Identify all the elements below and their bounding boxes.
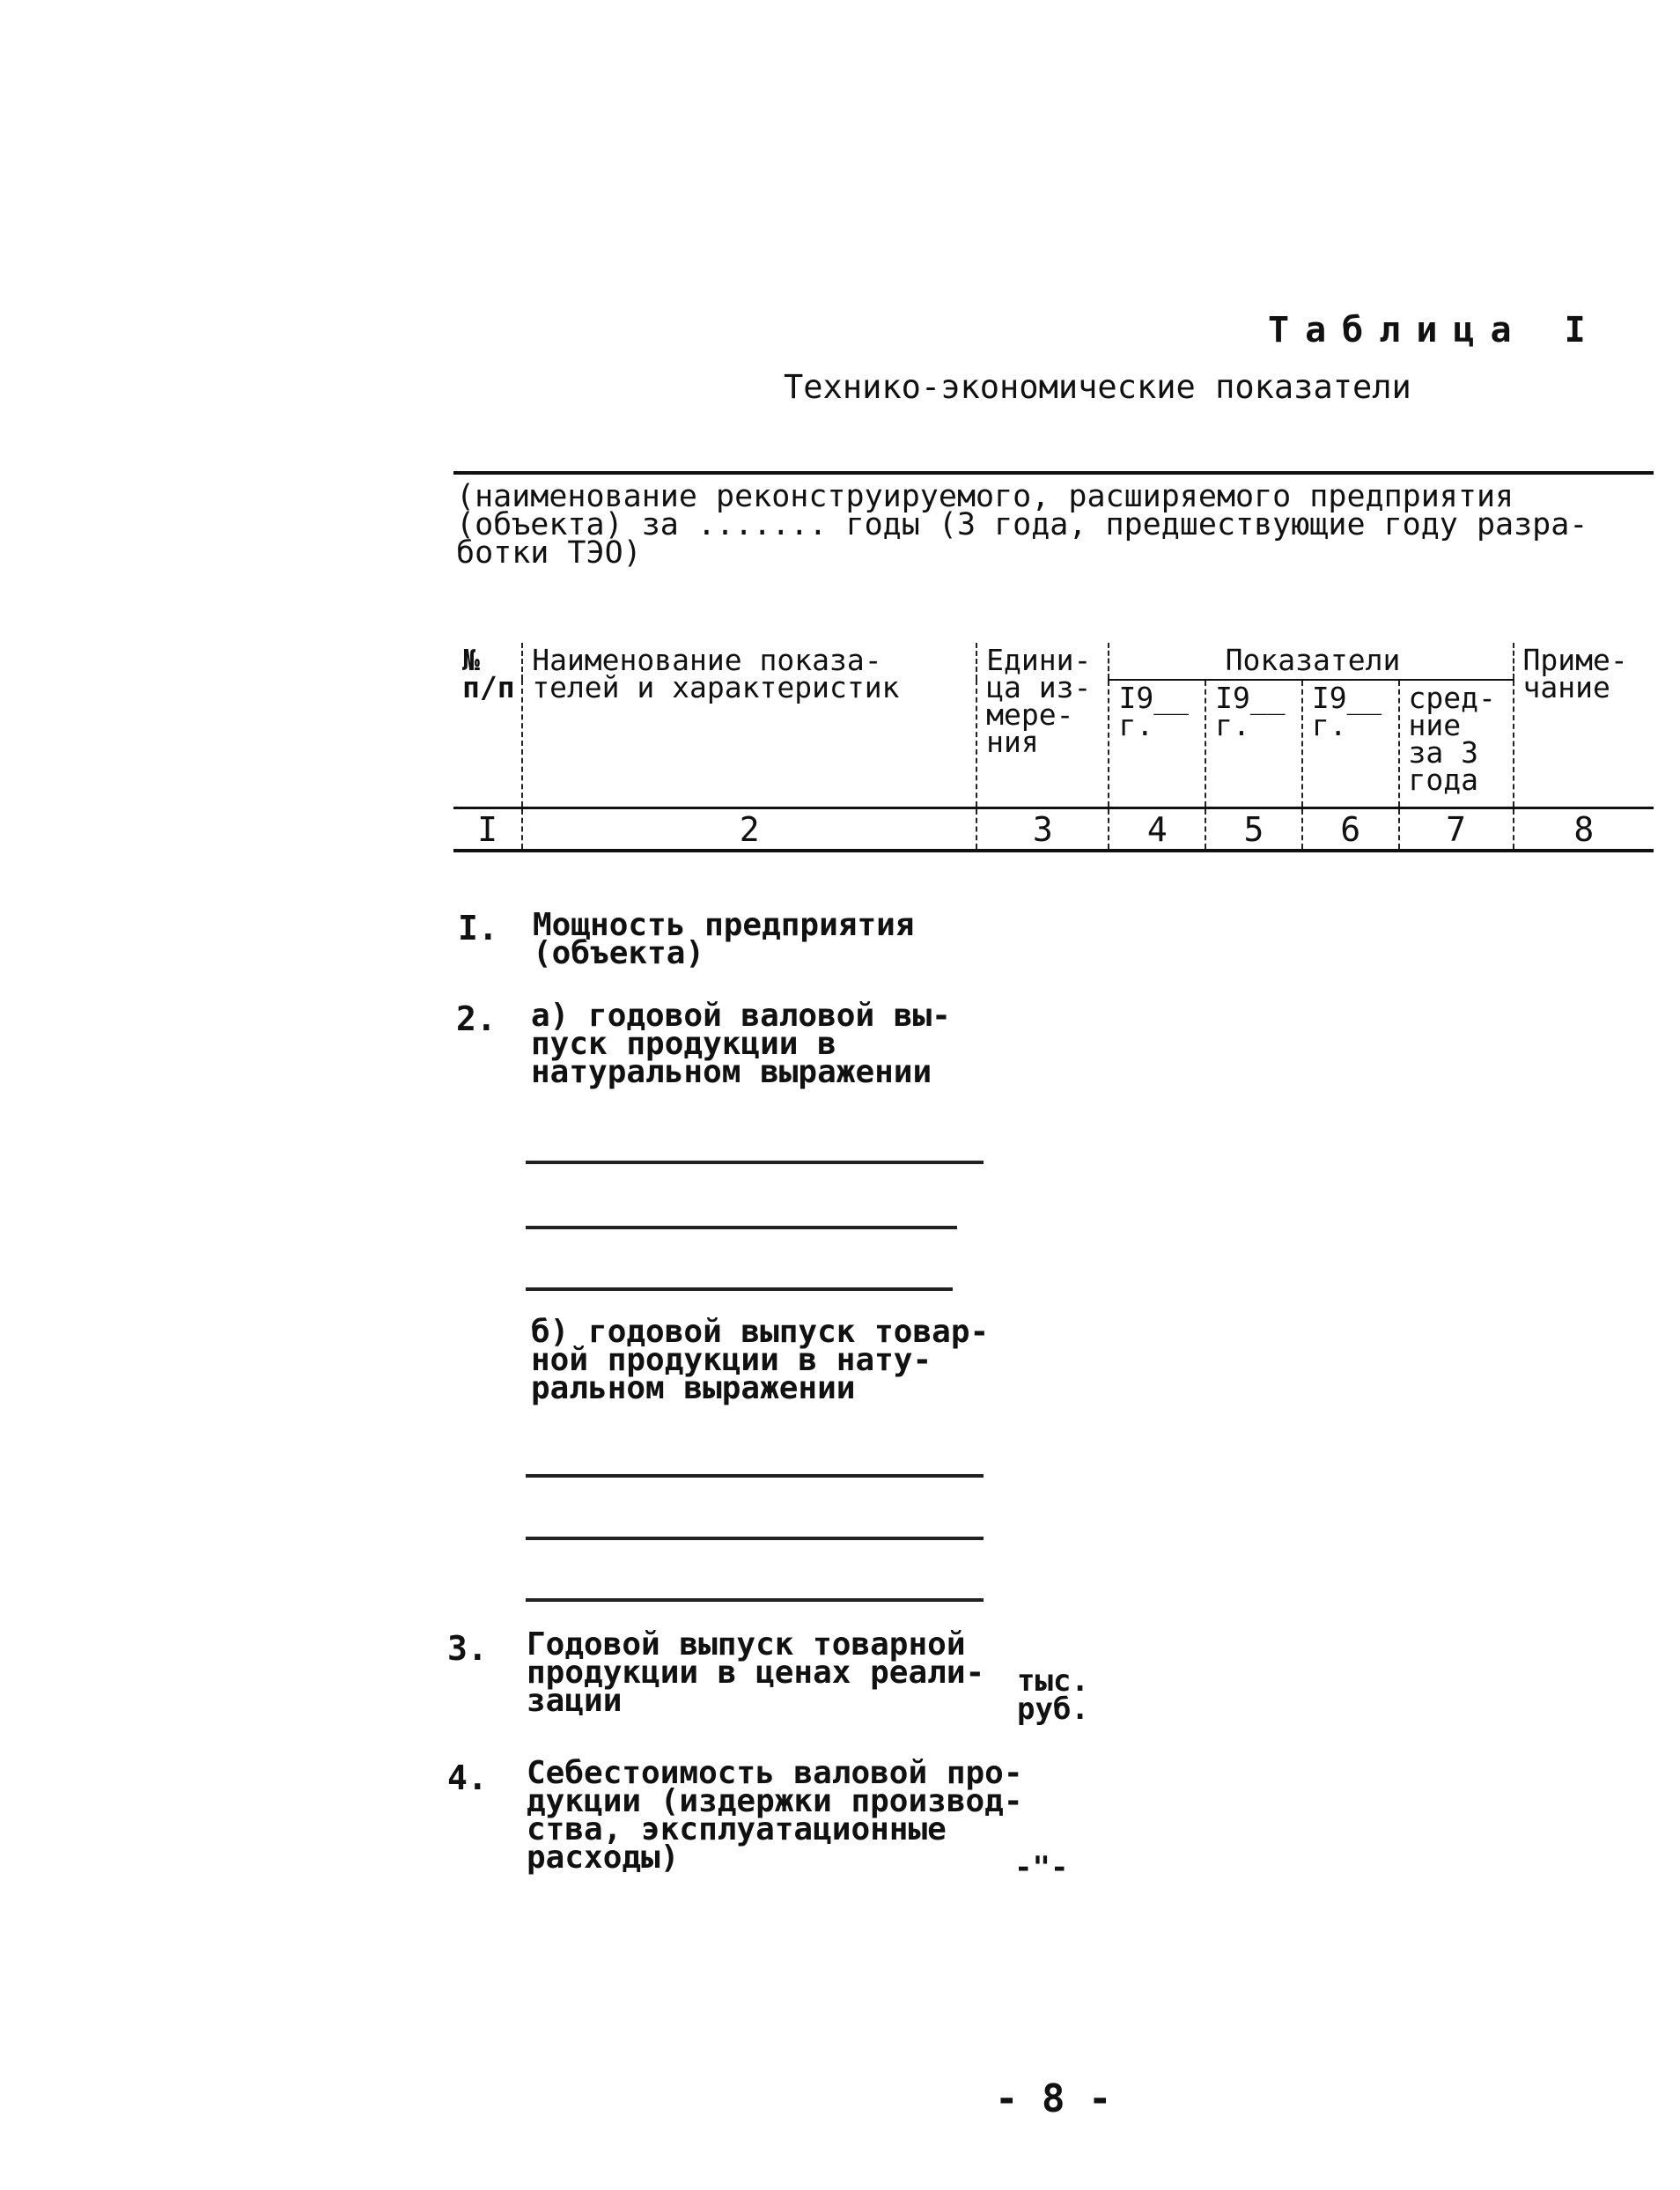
- col-number-5: 5: [1205, 808, 1302, 852]
- blank-line: [526, 1287, 953, 1291]
- blank-line: [526, 1537, 984, 1540]
- item-unit: -"-: [1014, 1850, 1069, 1885]
- col-number-4: 4: [1109, 808, 1205, 852]
- header-group-indicators: Показатели: [1109, 643, 1513, 680]
- item-number: 2.: [456, 999, 497, 1038]
- header-avg-3-years: сред- ние за 3 года: [1399, 680, 1514, 808]
- header-col-num: № п/п: [462, 643, 515, 704]
- item-number: I.: [458, 909, 498, 948]
- col-number-2: 2: [522, 808, 976, 852]
- caption-line: [453, 471, 1654, 475]
- item-text: б) годовой выпуск товар- ной продукции в нату- ральном выражении: [531, 1314, 990, 1406]
- header-col-note: Приме- чание: [1514, 643, 1654, 808]
- blank-line: [526, 1598, 984, 1602]
- table-title: Технико-экономические показатели: [784, 368, 1411, 406]
- item-number: 4.: [447, 1759, 488, 1797]
- col-number-6: 6: [1302, 808, 1399, 852]
- header-col-name: Наименование показа- телей и характеристик: [522, 643, 976, 808]
- col-number-1: I: [453, 808, 522, 852]
- col-number-7: 7: [1399, 808, 1514, 852]
- table-label: Таблица I: [1268, 310, 1602, 350]
- item-unit: тыс. руб.: [1017, 1663, 1089, 1727]
- item-text: Себестоимость валовой про- дукции (издержки производ- ства, эксплуатационные расходы): [527, 1755, 1023, 1876]
- blank-line: [526, 1161, 984, 1164]
- col-number-8: 8: [1514, 808, 1654, 852]
- header-year-2: I9__ г.: [1205, 680, 1302, 808]
- indicators-table-header: [453, 643, 1654, 852]
- item-number: 3.: [447, 1629, 488, 1668]
- item-text: Мощность предприятия (объекта): [533, 907, 915, 971]
- page-number: - 8 -: [995, 2076, 1112, 2121]
- org-caption: (наименование реконструируемого, расширяемого предприятия (объекта) за ....... годы (3 года, предшествующие году разра- ботки ТЭО): [456, 479, 1588, 571]
- blank-line: [526, 1226, 957, 1229]
- item-text: Годовой выпуск товарной продукции в ценах реали- зации: [527, 1626, 985, 1719]
- col-number-3: 3: [976, 808, 1109, 852]
- header-year-1: I9__ г.: [1109, 680, 1205, 808]
- blank-line: [526, 1474, 984, 1478]
- header-year-3: I9__ г.: [1302, 680, 1399, 808]
- header-col-unit: Едини- ца из- мере- ния: [976, 643, 1109, 808]
- item-text: а) годовой валовой вы- пуск продукции в натуральном выражении: [531, 998, 951, 1090]
